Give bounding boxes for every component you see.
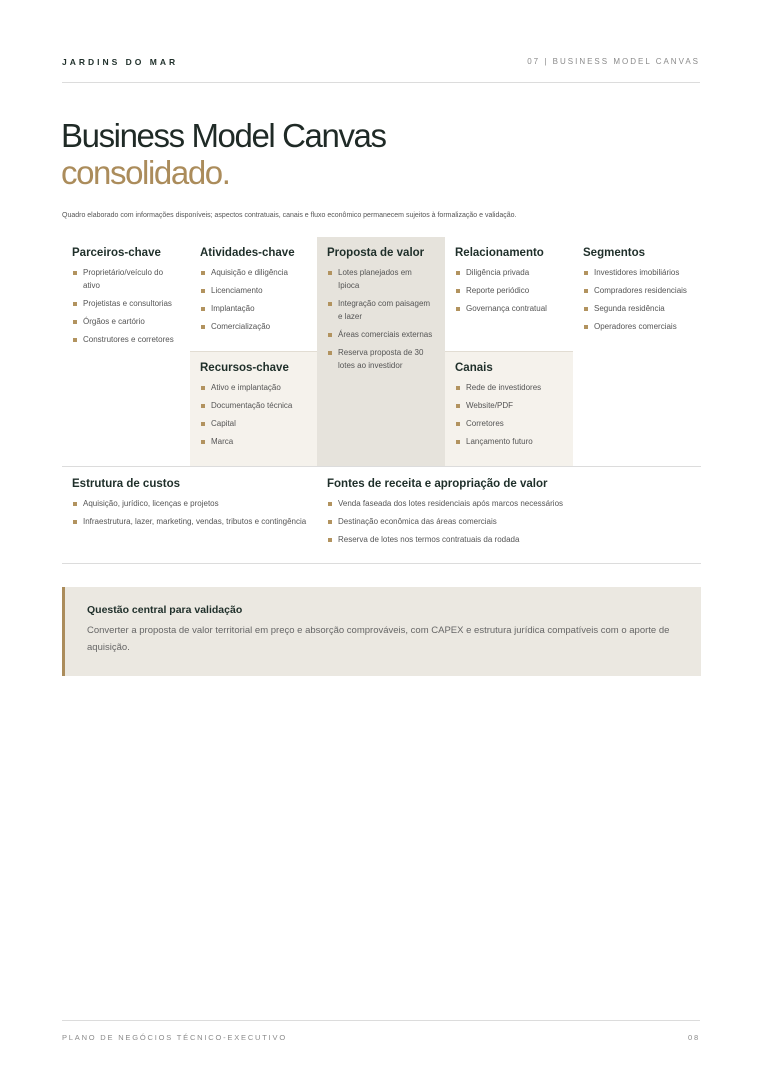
list-item: Ativo e implantação xyxy=(200,381,307,394)
list-item: Venda faseada dos lotes residenciais após marcos necessários xyxy=(327,497,691,510)
block-atividades xyxy=(190,237,317,351)
page-title: Business Model Canvas xyxy=(61,117,386,154)
block-proposta xyxy=(317,237,445,466)
footer-document-title: PLANO DE NEGÓCIOS TÉCNICO-EXECUTIVO xyxy=(62,1033,287,1042)
page-title-accent: consolidado. xyxy=(61,154,230,191)
list-item: Infraestrutura, lazer, marketing, vendas, tributos e contingência xyxy=(72,515,307,528)
page-number: 08 xyxy=(688,1033,700,1042)
list-item: Lotes planejados em Ipioca xyxy=(327,266,435,292)
block-segmentos xyxy=(573,237,701,466)
block-title: Atividades-chave xyxy=(200,247,295,259)
page-subtitle: Quadro elaborado com informações disponíveis; aspectos contratuais, canais e fluxo econômico permanecem sujeitos à formalização e validação. xyxy=(62,212,517,219)
block-parceiros xyxy=(62,237,190,466)
list-item: Operadores comerciais xyxy=(583,320,691,333)
list-item: Diligência privada xyxy=(455,266,563,279)
list-item: Reserva de lotes nos termos contratuais da rodada xyxy=(327,533,691,546)
block-list xyxy=(327,497,691,546)
page-header xyxy=(62,57,700,83)
section-label: 07 | BUSINESS MODEL CANVAS xyxy=(527,57,700,66)
block-relacionamento xyxy=(445,237,573,351)
block-title: Canais xyxy=(455,362,493,374)
block-list xyxy=(72,497,307,528)
block-receita xyxy=(317,468,701,551)
list-item: Governança contratual xyxy=(455,302,563,315)
block-list xyxy=(327,266,435,372)
canvas-bottom-row xyxy=(62,468,701,564)
list-item: Construtores e corretores xyxy=(72,333,180,346)
list-item: Corretores xyxy=(455,417,563,430)
block-recursos xyxy=(190,351,317,466)
block-title: Parceiros-chave xyxy=(72,247,161,259)
list-item: Licenciamento xyxy=(200,284,307,297)
list-item: Rede de investidores xyxy=(455,381,563,394)
block-list xyxy=(200,266,307,333)
business-model-canvas xyxy=(62,237,701,467)
page-footer xyxy=(62,1020,700,1040)
list-item: Capital xyxy=(200,417,307,430)
list-item: Implantação xyxy=(200,302,307,315)
block-list xyxy=(455,381,563,448)
list-item: Investidores imobiliários xyxy=(583,266,691,279)
list-item: Comercialização xyxy=(200,320,307,333)
callout-text: Converter a proposta de valor territorial em preço e absorção comprováveis, com CAPEX e estrutura jurídica compatíveis com o aporte de aquisição. xyxy=(87,625,670,653)
list-item: Marca xyxy=(200,435,307,448)
list-item: Áreas comerciais externas xyxy=(327,328,435,341)
list-item: Aquisição e diligência xyxy=(200,266,307,279)
block-title: Estrutura de custos xyxy=(72,478,180,490)
validation-callout xyxy=(62,587,701,676)
list-item: Reporte periódico xyxy=(455,284,563,297)
block-list xyxy=(72,266,180,346)
block-title: Recursos-chave xyxy=(200,362,289,374)
block-title: Fontes de receita e apropriação de valor xyxy=(327,478,548,490)
brand-name: JARDINS DO MAR xyxy=(62,57,179,67)
callout-title: Questão central para validação xyxy=(87,604,243,616)
list-item: Lançamento futuro xyxy=(455,435,563,448)
block-title: Relacionamento xyxy=(455,247,544,259)
block-canais xyxy=(445,351,573,466)
block-list xyxy=(200,381,307,448)
list-item: Projetistas e consultorias xyxy=(72,297,180,310)
list-item: Integração com paisagem e lazer xyxy=(327,297,435,323)
block-list xyxy=(455,266,563,315)
list-item: Compradores residenciais xyxy=(583,284,691,297)
list-item: Aquisição, jurídico, licenças e projetos xyxy=(72,497,307,510)
list-item: Reserva proposta de 30 lotes ao investidor xyxy=(327,346,435,372)
list-item: Segunda residência xyxy=(583,302,691,315)
block-list xyxy=(583,266,691,333)
block-title: Proposta de valor xyxy=(327,247,425,259)
list-item: Documentação técnica xyxy=(200,399,307,412)
block-title: Segmentos xyxy=(583,247,645,259)
list-item: Website/PDF xyxy=(455,399,563,412)
block-custos xyxy=(62,468,317,533)
list-item: Órgãos e cartório xyxy=(72,315,180,328)
list-item: Destinação econômica das áreas comerciais xyxy=(327,515,691,528)
list-item: Proprietário/veículo do ativo xyxy=(72,266,180,292)
